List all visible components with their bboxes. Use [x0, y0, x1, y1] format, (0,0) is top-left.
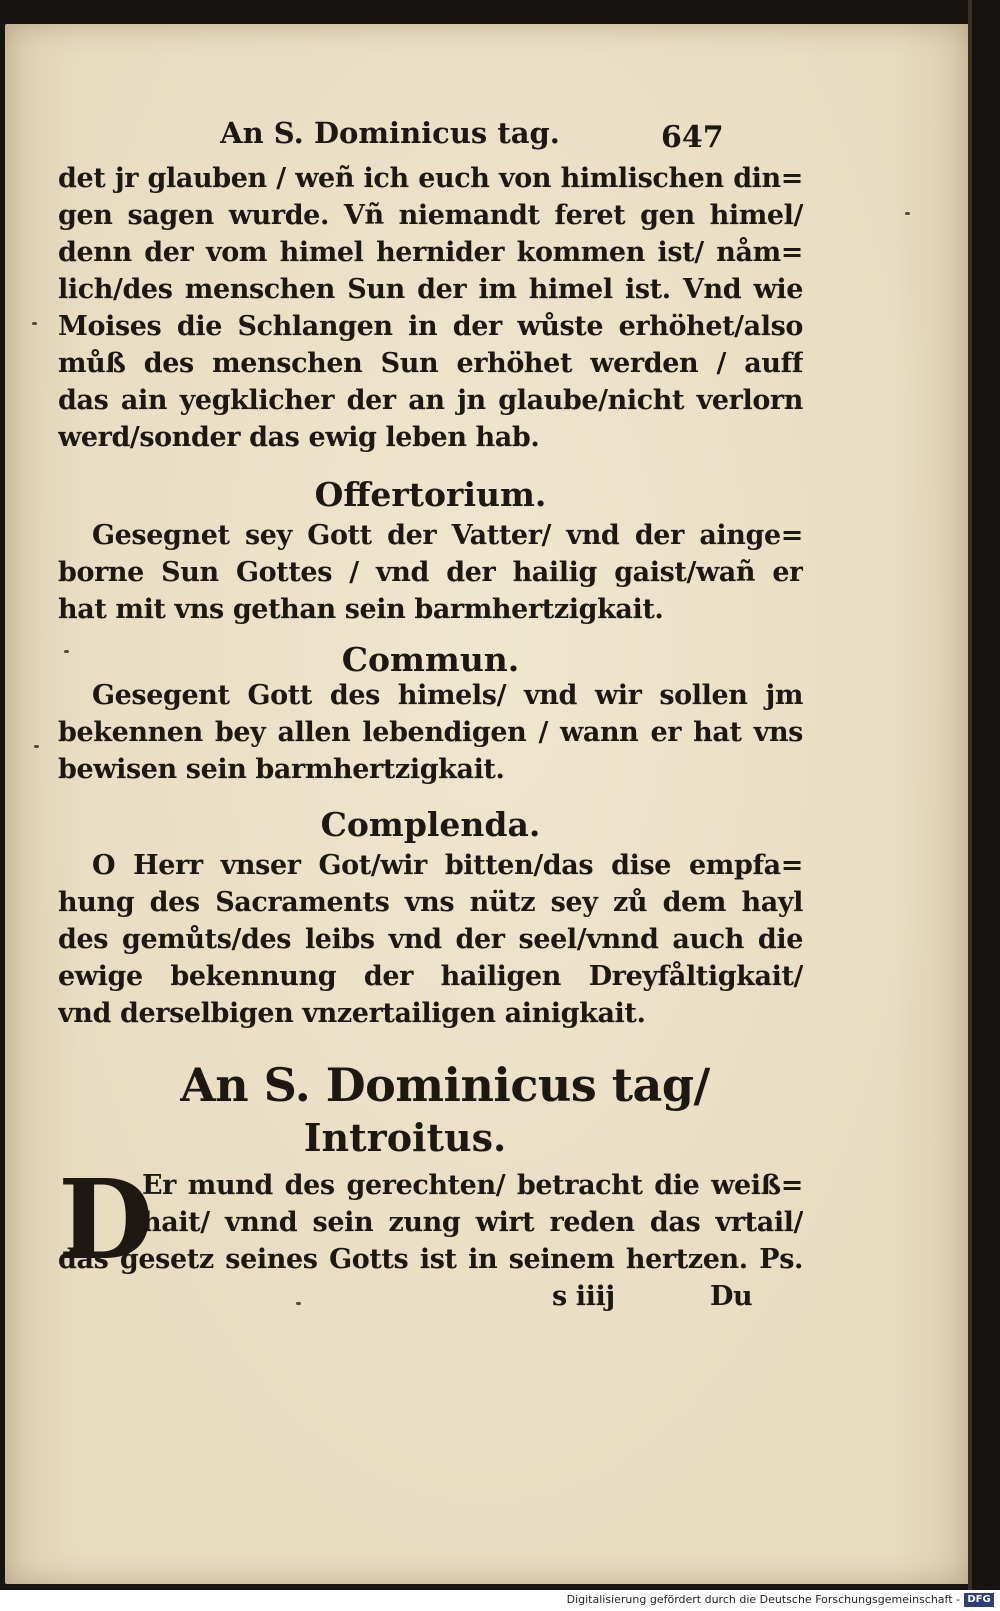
text-line: O Herr vnser Got/wir bitten/das dise empfa=	[92, 850, 803, 881]
footer-credit: Digitalisierung gefördert durch die Deutsche Forschungsgemeinschaft -	[566, 1593, 960, 1606]
offertorium-heading: Offertorium.	[314, 475, 547, 514]
text-line: bekennen bey allen lebendigen / wann er hat vns	[58, 717, 803, 748]
paper-speck	[34, 745, 39, 748]
text-line: des gemůts/des leibs vnd der seel/vnnd auch die	[58, 924, 803, 955]
text-line: Gesegent Gott des himels/ vnd wir sollen jm	[92, 680, 803, 711]
text-line: hung des Sacraments vns nütz sey zů dem hayl	[58, 887, 803, 918]
footer-bar	[0, 1590, 1000, 1611]
signature-mark: s iiij	[552, 1281, 615, 1312]
text-line: det jr glauben / weñ ich euch von himlischen din=	[58, 163, 803, 194]
text-line: ewige bekennung der hailigen Dreyfåltigkait/	[58, 961, 803, 992]
text-line: denn der vom himel hernider kommen ist/ nåm=	[58, 237, 803, 268]
complenda-heading: Complenda.	[320, 805, 541, 844]
page-edge	[968, 0, 972, 1590]
page-number: 647	[661, 120, 724, 155]
paper-speck	[32, 322, 37, 325]
text-line: hat mit vns gethan sein barmhertzigkait.	[58, 594, 664, 625]
commun-heading: Commun.	[341, 640, 520, 679]
dfg-logo: DFG	[964, 1593, 994, 1607]
text-line: bewisen sein barmhertzigkait.	[58, 754, 505, 785]
text-line: Er mund des gerechten/ betracht die weiß=	[142, 1170, 803, 1201]
catchword: Du	[710, 1281, 753, 1312]
running-header-title: An S. Dominicus tag.	[220, 116, 560, 150]
text-line: das gesetz seines Gotts ist in seinem hertzen. Ps.	[58, 1244, 803, 1275]
introitus-heading: Introitus.	[303, 1115, 507, 1160]
text-line: werd/sonder das ewig leben hab.	[58, 422, 540, 453]
text-line: Gesegnet sey Gott der Vatter/ vnd der ainge=	[92, 520, 803, 551]
text-line: hait/ vnnd sein zung wirt reden das vrtail/	[142, 1207, 803, 1238]
text-line: můß des menschen Sun erhöhet werden / auff	[58, 348, 803, 379]
text-line: lich/des menschen Sun der im himel ist. Vnd wie	[58, 274, 803, 305]
text-line: das ain yegklicher der an jn glaube/nicht verlorn	[58, 385, 803, 416]
paper-speck	[905, 212, 910, 215]
text-line: vnd derselbigen vnzertailigen ainigkait.	[58, 998, 646, 1029]
paper-speck	[296, 1302, 301, 1305]
section-heading: An S. Dominicus tag/	[180, 1058, 710, 1112]
initial-capital: D	[58, 1155, 154, 1284]
text-line: gen sagen wurde. Vñ niemandt feret gen himel/	[58, 200, 803, 231]
text-line: Moises die Schlangen in der wůste erhöhet/also	[58, 311, 803, 342]
text-line: borne Sun Gottes / vnd der hailig gaist/wañ er	[58, 557, 803, 588]
